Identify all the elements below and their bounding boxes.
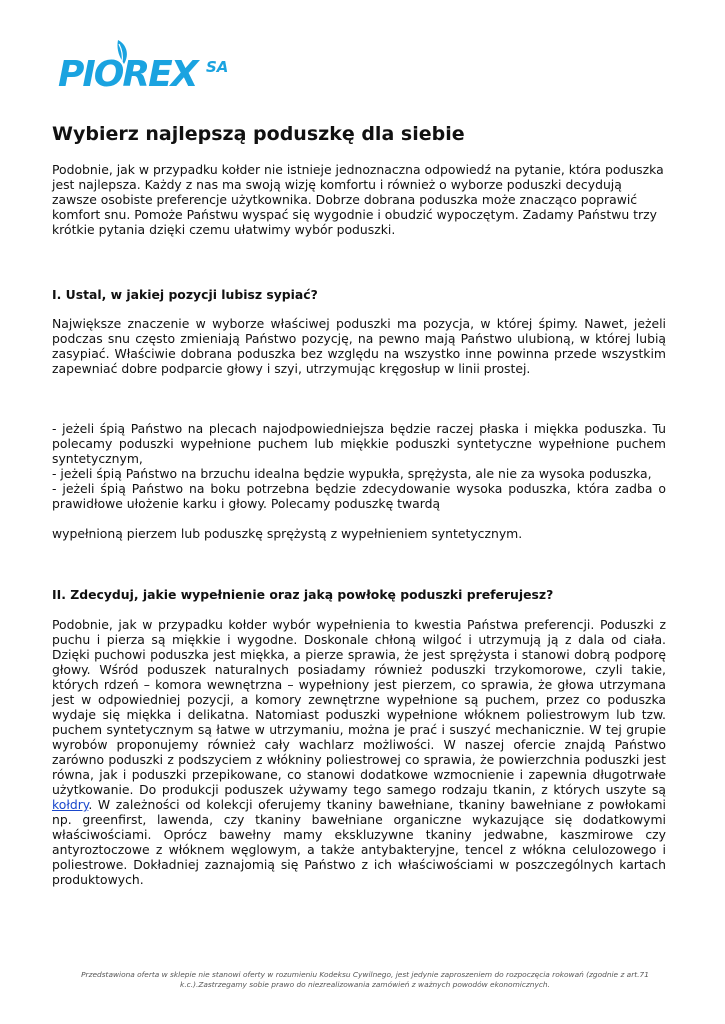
- intro-paragraph: Podobnie, jak w przypadku kołder nie istnieje jednoznaczna odpowiedź na pytanie, która poduszka jest najlepsza. Każdy z nas ma swoją wizję komfortu i również o wyborze poduszki decydują zawsze osobiste preferencje użytkownika. Dobrze dobrana poduszka może znacząco poprawić komfort snu. Pomoże Państwu wyspać się wygodnie i obudzić wypoczętym. Zadamy Państwu trzy krótkie pytania dzięki czemu ułatwimy wybór poduszki.: [52, 162, 664, 237]
- list-item: - jeżeli śpią Państwo na plecach najodpowiedniejsza będzie raczej płaska i miękka poduszka. Tu polecamy poduszki wypełnione puchem lub miękkie poduszki syntetyczne wypełnione puchem syntetycznym,: [52, 421, 666, 466]
- sleep-position-list: [52, 421, 666, 511]
- legal-footer: Przedstawiona oferta w sklepie nie stanowi oferty w rozumieniu Kodeksu Cywilnego, jest jedynie zaproszeniem do rozpoczęcia rokowań (zgodnie z art.71 k.c.).Zastrzegamy sobie prawo do niezrealizowania zamówień z ważnych powodów ekonomicznych.: [81, 970, 649, 989]
- section-1-paragraph: Największe znaczenie w wyborze właściwej poduszki ma pozycja, w której śpimy. Nawet, jeżeli podczas snu często zmieniają Państwo pozycję, na pewno mają Państwo ulubioną, w której lubią zasypiać. Właściwie dobrana poduszka bez względu na wszystko inne powinna przede wszystkim zapewniać dobre podparcie głowy i szyi, utrzymując kręgosłup w linii prostej.: [52, 316, 666, 376]
- section-2-heading: II. Zdecyduj, jakie wypełnienie oraz jaką powłokę poduszki preferujesz?: [52, 587, 554, 602]
- logo-wordmark: PIOREX: [58, 54, 197, 90]
- list-item: - jeżeli śpią Państwo na boku potrzebna będzie zdecydowanie wysoka poduszka, która zadba o prawidłowe ułożenie karku i głowy. Polecamy poduszkę twardą: [52, 481, 666, 511]
- filling-recommendation: wypełnioną pierzem lub poduszkę sprężystą z wypełnieniem syntetycznym.: [52, 526, 523, 541]
- section-1-heading: I. Ustal, w jakiej pozycji lubisz sypiać?: [52, 287, 318, 302]
- piorex-logo-graphic: [56, 38, 240, 90]
- page-title: Wybierz najlepszą poduszkę dla siebie: [52, 123, 465, 145]
- duvets-link[interactable]: kołdry: [52, 797, 89, 812]
- section-2-paragraph: [52, 617, 666, 887]
- section-2-text-end: . W zależności od kolekcji oferujemy tkaniny bawełniane, tkaniny bawełniane z powłokami np. greenfirst, lawenda, czy tkaniny bawełniane organiczne wykazujące się dodatkowymi właściwościami. Oprócz bawełny mamy ekskluzywne tkaniny jedwabne, kaszmirowe czy antyroztoczowe z włóknem węglowym, a także antybakteryjne, tencel z włókna celulozowego i poliestrowe. Dokładniej zaznajomią się Państwo z ich właściwościami w poszczególnych kartach produktowych.: [52, 797, 666, 887]
- logo-suffix: SA: [206, 58, 229, 76]
- article: [52, 120, 666, 887]
- company-logo: [56, 38, 240, 90]
- list-item: - jeżeli śpią Państwo na brzuchu idealna będzie wypukła, sprężysta, ale nie za wysoka poduszka,: [52, 466, 652, 481]
- section-2-text-start: Podobnie, jak w przypadku kołder wybór wypełnienia to kwestia Państwa preferencji. Poduszki z puchu i pierza są miękkie i wygodne. Doskonale chłoną wilgoć i utrzymują ją z dala od ciała. Dzięki puchowi poduszka jest miękka, a pierze sprawia, że jest sprężysta i stanowi dobrą podporę głowy. Wśród poduszek naturalnych posiadamy również poduszki trzykomorowe, czyli takie, których rdzeń – komora wewnętrzna – wypełniony jest pierzem, co sprawia, że głowa utrzymana jest w odpowiedniej pozycji, a komory zewnętrzne wypełnione są puchem, przez co poduszka wydaje się miękka i delikatna. Natomiast poduszki wypełnione włóknem poliestrowym lub tzw. puchem syntetycznym są łatwe w utrzymaniu, można je prać i suszyć mechanicznie. W tej grupie wyrobów proponujemy również cały wachlarz możliwości. W naszej ofercie znajdą Państwo zarówno poduszki z podszyciem z włókniny poliestrowej co sprawia, że powierzchnia poduszki jest równa, jak i poduszki przepikowane, co stanowi dodatkowe wzmocnienie i zapewnia długotrwałe użytkowanie. Do produkcji poduszek używamy tego samego rodzaju tkanin, z których uszyte są: [52, 617, 666, 797]
